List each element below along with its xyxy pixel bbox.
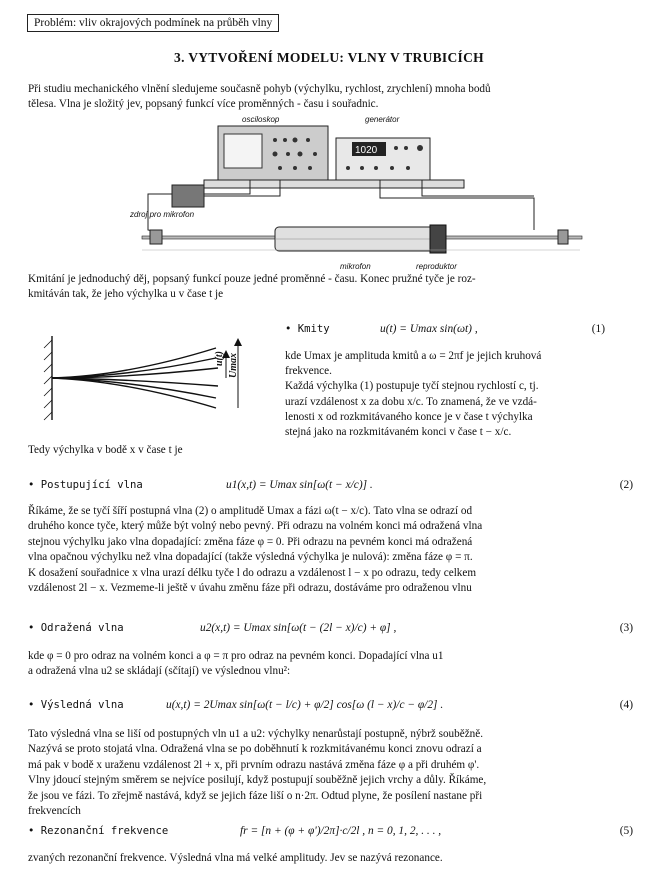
text-line: kde φ = 0 pro odraz na volném konci a φ = π pro odraz na pevném konci. Dopadající vlna u1 xyxy=(28,650,444,662)
text-line: a odražená vlna u2 se skládají (sčítají) ve výslednou vlnu²: xyxy=(28,665,291,678)
umax-label: Umax xyxy=(228,353,239,378)
text-line: Tato výsledná vlna se liší od postupných vln u1 a u2: výchylky nenarůstají postupně, nýbrž souběžně. xyxy=(28,728,484,740)
rail-end-right xyxy=(558,230,568,244)
microphone-power-supply xyxy=(172,185,204,207)
apparatus-figure xyxy=(130,112,605,274)
text-line: stejná jako na rozkmitávaném konci v čase t − x/c. xyxy=(285,426,512,439)
final-line: zvaných rezonanční frekvence. Výsledná vlna má velké amplitudy. Jev se nazývá rezonance. xyxy=(28,852,443,864)
equation-number: (1) xyxy=(591,323,605,335)
text-line: K dosažení souřadnice x vlna urazí délku tyče l do odrazu a vzdálenost l − x po odrazu, tedy celkem xyxy=(28,566,477,579)
paragraph-3 xyxy=(28,649,631,680)
oscilloscope xyxy=(218,126,328,180)
equation-label: • Odražená vlna xyxy=(28,622,124,634)
power-supply-label: zdroj pro mikrofon xyxy=(130,210,195,219)
section-title: 3. VYTVOŘENÍ MODELU: VLNY V TRUBICÍCH xyxy=(174,50,484,65)
equation-1 xyxy=(285,323,605,341)
speaker xyxy=(430,225,446,253)
equation-label: • Výsledná vlna xyxy=(28,699,124,711)
tedy-line: Tedy výchylka v bodě x v čase t je xyxy=(28,444,183,456)
equation-formula: u(t) = Umax sin(ωt) , xyxy=(380,323,478,335)
kmitani-line: Kmitání je jednoduchý děj, popsaný funkcí pouze jedné proměnné - času. Konec pružné tyče je roz- xyxy=(28,273,476,285)
equation-number: (2) xyxy=(619,479,633,491)
text-line: frekvencích xyxy=(28,805,81,818)
equation-label: • Postupující vlna xyxy=(28,479,143,491)
text-line: vlna opačnou výchylku než vlna dopadající (takže výsledná výchylka je nulová): změna fáze φ = π. xyxy=(28,551,473,564)
equation-formula: fr = [n + (φ + φ')/2π]·c/2l , n = 0, 1, 2, . . . , xyxy=(240,825,442,837)
oscilloscope-label: osciloskop xyxy=(242,115,280,124)
equation-2 xyxy=(28,479,633,497)
text-line: urazí vzdálenost x za dobu x/c. To znamená, že ve vzdá- xyxy=(285,395,537,408)
equation-5 xyxy=(28,825,633,843)
vibrating-rod-figure xyxy=(36,328,246,428)
generator xyxy=(336,138,430,180)
equation-formula: u1(x,t) = Umax sin[ω(t − x/c)] . xyxy=(226,479,373,491)
problem-box: Problém: vliv okrajových podmínek na průběh vlny xyxy=(27,14,279,32)
text-line: stejnou výchylku jako vlna dopadající: změna fáze φ = 0. Při odrazu na pevném konci má odražená xyxy=(28,535,473,548)
text-line: že jsou ve fázi. To zřejmě nastává, když se jejich fáze liší o n·2π. Odtud plyne, že posílení nastane při xyxy=(28,789,483,802)
equation-label: • Rezonanční frekvence xyxy=(28,825,169,837)
paragraph-2 xyxy=(28,504,631,596)
text-line: Vlny jdoucí stejným směrem se nejvíce posilují, když postupují souběžně jejich vrchy a důly. Říkáme, xyxy=(28,774,487,787)
equation-number: (5) xyxy=(619,825,633,837)
text-line: Říkáme, že se tyčí šíří postupná vlna (2) o amplitudě Umax a fázi ω(t − x/c). Tato vlna se odrazí od xyxy=(28,505,473,517)
text-line: má pak v bodě x uraženu vzdálenost 2l + x, při prvním odrazu nastává změna fáze φ a při druhém φ'. xyxy=(28,758,480,771)
kmitani-line: kmitáván tak, že jeho výchylka u v čase t je xyxy=(28,288,224,301)
intro-line: Při studiu mechanického vlnění sledujeme současně pohyb (výchylku, rychlost, zrychlení) mnoha bodů xyxy=(28,83,491,95)
equation-formula: u(x,t) = 2Umax sin[ω(t − l/c) + φ/2] cos[ω (l − x)/c − φ/2] . xyxy=(166,699,444,711)
kmitani-paragraph xyxy=(28,272,631,303)
generator-display: 1020 xyxy=(355,145,378,156)
text-line: druhého konce tyče, který může být volný nebo pevný. Při odrazu na volném konci má odražená vlna xyxy=(28,520,483,533)
u-label: u(t) xyxy=(214,351,225,366)
equation-label: • Kmity xyxy=(285,323,330,335)
text-line: lenosti x od rozkmitávaného konce je v čase t výchylka xyxy=(285,410,533,423)
text-line: frekvence. xyxy=(285,365,332,378)
text-line: kde Umax je amplituda kmitů a ω = 2πf je jejich kruhová xyxy=(285,350,542,362)
equation-3 xyxy=(28,622,633,640)
microphone-label: mikrofon xyxy=(340,262,371,271)
text-line: Každá výchylka (1) postupuje tyčí stejnou rychlostí c, tj. xyxy=(285,380,539,393)
text-line: Nazývá se proto stojatá vlna. Odražená vlna se po doběhnutí k rozkmitávanému konci znovu odrazí a xyxy=(28,743,482,756)
text-line: vzdálenost 2l − x. Vezmeme-li ještě v úvahu změnu fáze při odrazu, dostáváme pro odraženou vlnu xyxy=(28,582,472,595)
equation-number: (3) xyxy=(619,622,633,634)
equation-4 xyxy=(28,699,633,717)
rail-end-left xyxy=(150,230,162,244)
eq1-description xyxy=(285,349,605,440)
equation-number: (4) xyxy=(619,699,633,711)
intro-line: tělesa. Vlna je složitý jev, popsaný funkcí více proměnných - času i souřadnic. xyxy=(28,98,379,111)
intro-paragraph xyxy=(28,82,631,113)
paragraph-4 xyxy=(28,727,631,819)
equation-formula: u2(x,t) = Umax sin[ω(t − (2l − x)/c) + φ] , xyxy=(200,622,397,634)
generator-label: generátor xyxy=(365,115,400,124)
shelf xyxy=(204,180,464,188)
speaker-label: reproduktor xyxy=(416,262,457,271)
